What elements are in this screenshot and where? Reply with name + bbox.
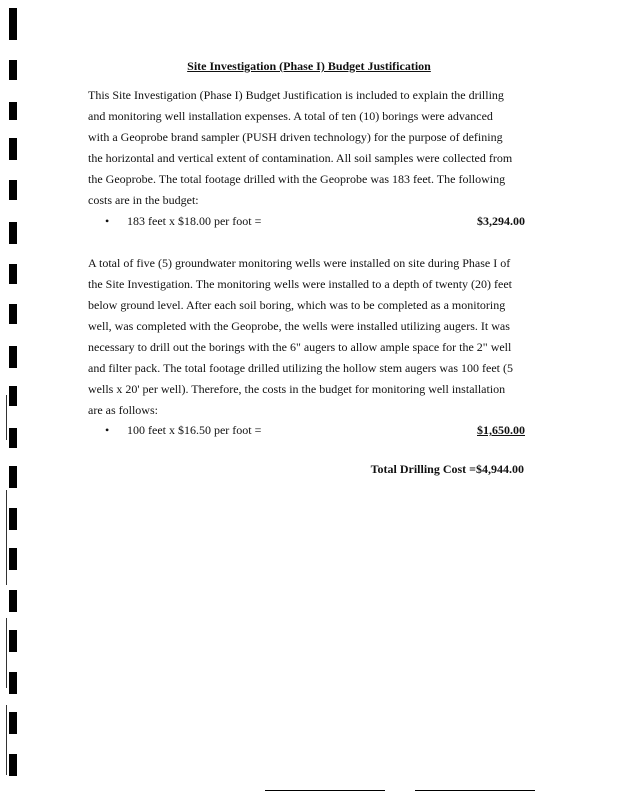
paragraph-1 (88, 85, 548, 211)
punch-mark (9, 548, 17, 570)
cost-amount: $1,650.00 (477, 423, 525, 437)
punch-mark (9, 386, 17, 406)
punch-mark (9, 428, 17, 448)
punch-mark (9, 590, 17, 612)
scan-line (6, 395, 7, 440)
scan-line (6, 618, 7, 688)
bullet-icon: • (105, 214, 110, 228)
footer-rule (265, 790, 385, 791)
text-line: and monitoring well installation expenses. A total of ten (10) borings were advanced (88, 109, 493, 123)
text-line: A total of five (5) groundwater monitoring wells were installed on site during Phase I of (88, 256, 511, 270)
punch-mark (9, 138, 17, 160)
cost-item-augers (105, 420, 525, 440)
punch-mark (9, 346, 17, 368)
total-drilling-cost: Total Drilling Cost =$4,944.00 (370, 462, 524, 476)
text-line: are as follows: (88, 403, 158, 417)
text-line: and filter pack. The total footage drilled utilizing the hollow stem augers was 100 feet (5 (88, 361, 513, 375)
text-line: with a Geoprobe brand sampler (PUSH driven technology) for the purpose of defining (88, 130, 503, 144)
punch-mark (9, 180, 17, 200)
text-line: This Site Investigation (Phase I) Budget Justification is included to explain the drilling (88, 88, 504, 102)
punch-mark (9, 8, 17, 40)
text-line: well, was completed with the Geoprobe, the wells were installed utilizing augers. It was (88, 319, 510, 333)
text-line: necessary to drill out the borings with the 6" augers to allow ample space for the 2" well (88, 340, 512, 354)
punch-mark (9, 754, 17, 776)
text-line: costs are in the budget: (88, 193, 199, 207)
footer-rule (415, 790, 535, 791)
scan-line (6, 705, 7, 775)
punch-mark (9, 222, 17, 244)
punch-mark (9, 672, 17, 694)
bullet-icon: • (105, 423, 110, 437)
punch-mark (9, 466, 17, 488)
text-line: wells x 20' per well). Therefore, the costs in the budget for monitoring well installation (88, 382, 506, 396)
paragraph-2 (88, 253, 548, 421)
punch-mark (9, 102, 17, 120)
cost-item-geoprobe (105, 211, 525, 231)
punch-mark (9, 630, 17, 652)
cost-description: 100 feet x $16.50 per foot = (127, 423, 262, 437)
cost-description: 183 feet x $18.00 per foot = (127, 214, 262, 228)
cost-amount: $3,294.00 (477, 214, 525, 228)
punch-mark (9, 304, 17, 324)
page-title: Site Investigation (Phase I) Budget Justification (187, 59, 431, 73)
text-line: below ground level. After each soil boring, which was to be completed as a monitoring (88, 298, 506, 312)
text-line: the Geoprobe. The total footage drilled with the Geoprobe was 183 feet. The following (88, 172, 506, 186)
punch-mark (9, 712, 17, 734)
scan-line (6, 490, 7, 585)
text-line: the horizontal and vertical extent of contamination. All soil samples were collected from (88, 151, 513, 165)
punch-mark (9, 508, 17, 530)
punch-mark (9, 264, 17, 284)
text-line: the Site Investigation. The monitoring wells were installed to a depth of twenty (20) feet (88, 277, 513, 291)
